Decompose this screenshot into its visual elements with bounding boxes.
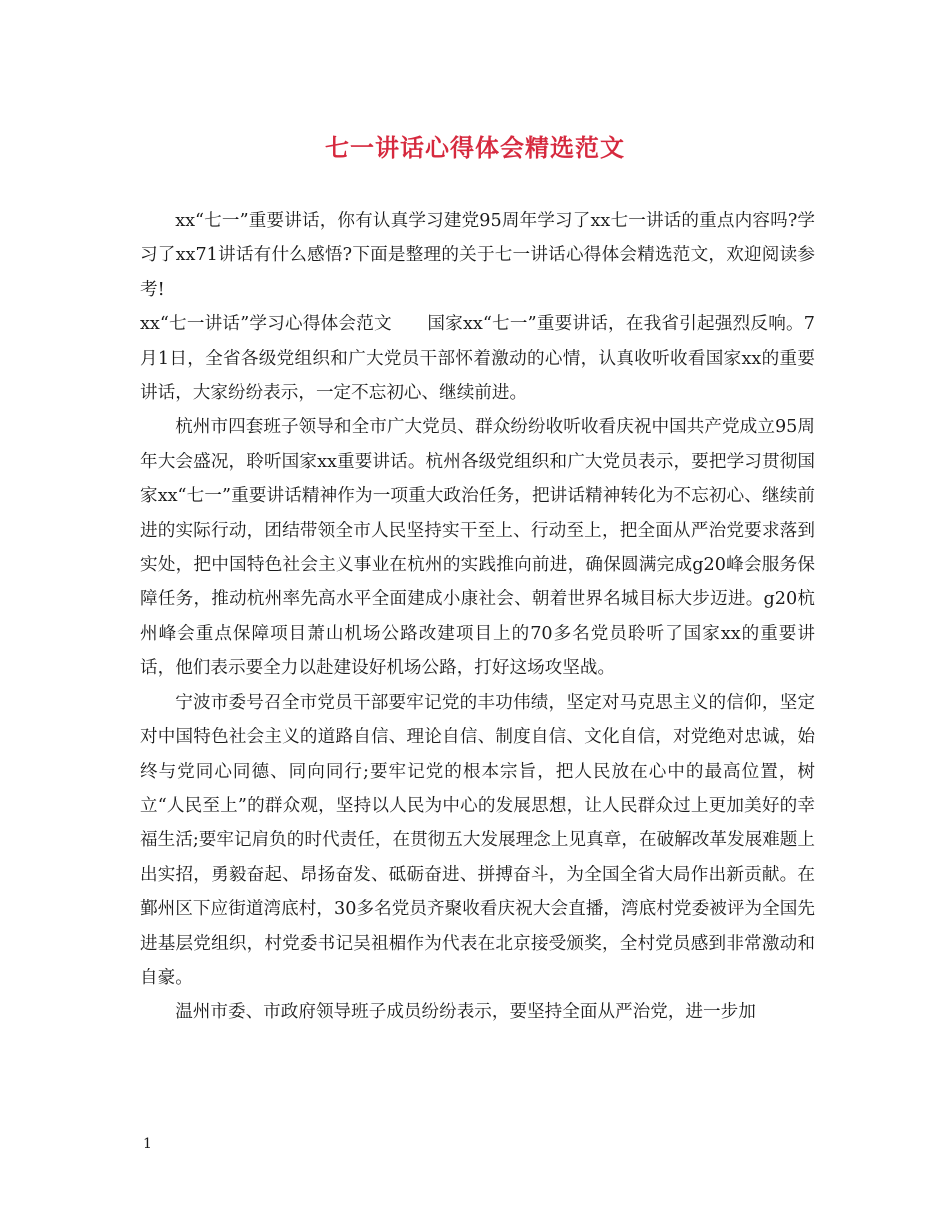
paragraph-intro: xx“七一”重要讲话，你有认真学习建党95周年学习了xx七一讲话的重点内容吗?学习了xx71讲话有什么感悟?下面是整理的关于七一讲话心得体会精选范文，欢迎阅读参考! — [140, 211, 815, 300]
paragraph-ningbo: 宁波市委号召全市党员干部要牢记党的丰功伟绩，坚定对马克思主义的信仰，坚定对中国特色社会主义的道路自信、理论自信、制度自信、文化自信，对党绝对忠诚，始终与党同心同德、同向同行;要牢记党的根本宗旨，把人民放在心中的最高位置，树立“人民至上”的群众观，坚持以人民为中心的发展思想，让人民群众过上更加美好的幸福生活;要牢记肩负的时代责任，在贯彻五大发展理念上见真章，在破解改革发展难题上出实招，勇毅奋起、昂扬奋发、砥砺奋进、拼搏奋斗，为全国全省大局作出新贡献。在鄞州区下应街道湾底村，30多名党员齐聚收看庆祝大会直播，湾底村党委被评为全国先进基层党组织，村党委书记吴祖楣作为代表在北京接受颁奖，全村党员感到非常激动和自豪。 — [140, 692, 815, 988]
paragraph-hangzhou: 杭州市四套班子领导和全市广大党员、群众纷纷收听收看庆祝中国共产党成立95周年大会盛况，聆听国家xx重要讲话。杭州各级党组织和广大党员表示，要把学习贯彻国家xx“七一”重要讲话精神作为一项重大政治任务，把讲话精神转化为不忘初心、继续前进的实际行动，团结带领全市人民坚持实干至上、行动至上，把全面从严治党要求落到实处，把中国特色社会主义事业在杭州的实践推向前进，确保圆满完成g20峰会服务保障任务，推动杭州率先高水平全面建成小康社会、朝着世界名城目标大步迈进。g20杭州峰会重点保障项目萧山机场公路改建项目上的70多名党员聆听了国家xx的重要讲话，他们表示要全力以赴建设好机场公路，打好这场攻坚战。 — [140, 417, 815, 679]
page-number: 1 — [143, 1136, 152, 1152]
document-title: 七一讲话心得体会精选范文 — [325, 133, 625, 162]
document-body — [140, 204, 815, 1030]
paragraph-heading-essay: xx“七一讲话”学习心得体会范文 国家xx“七一”重要讲话，在我省引起强烈反响。7月1日，全省各级党组织和广大党员干部怀着激动的心情，认真收听收看国家xx的重要讲话，大家纷纷表示，一定不忘初心、继续前进。 — [140, 314, 815, 404]
paragraph-wenzhou: 温州市委、市政府领导班子成员纷纷表示，要坚持全面从严治党，进一步加 — [175, 1002, 756, 1023]
